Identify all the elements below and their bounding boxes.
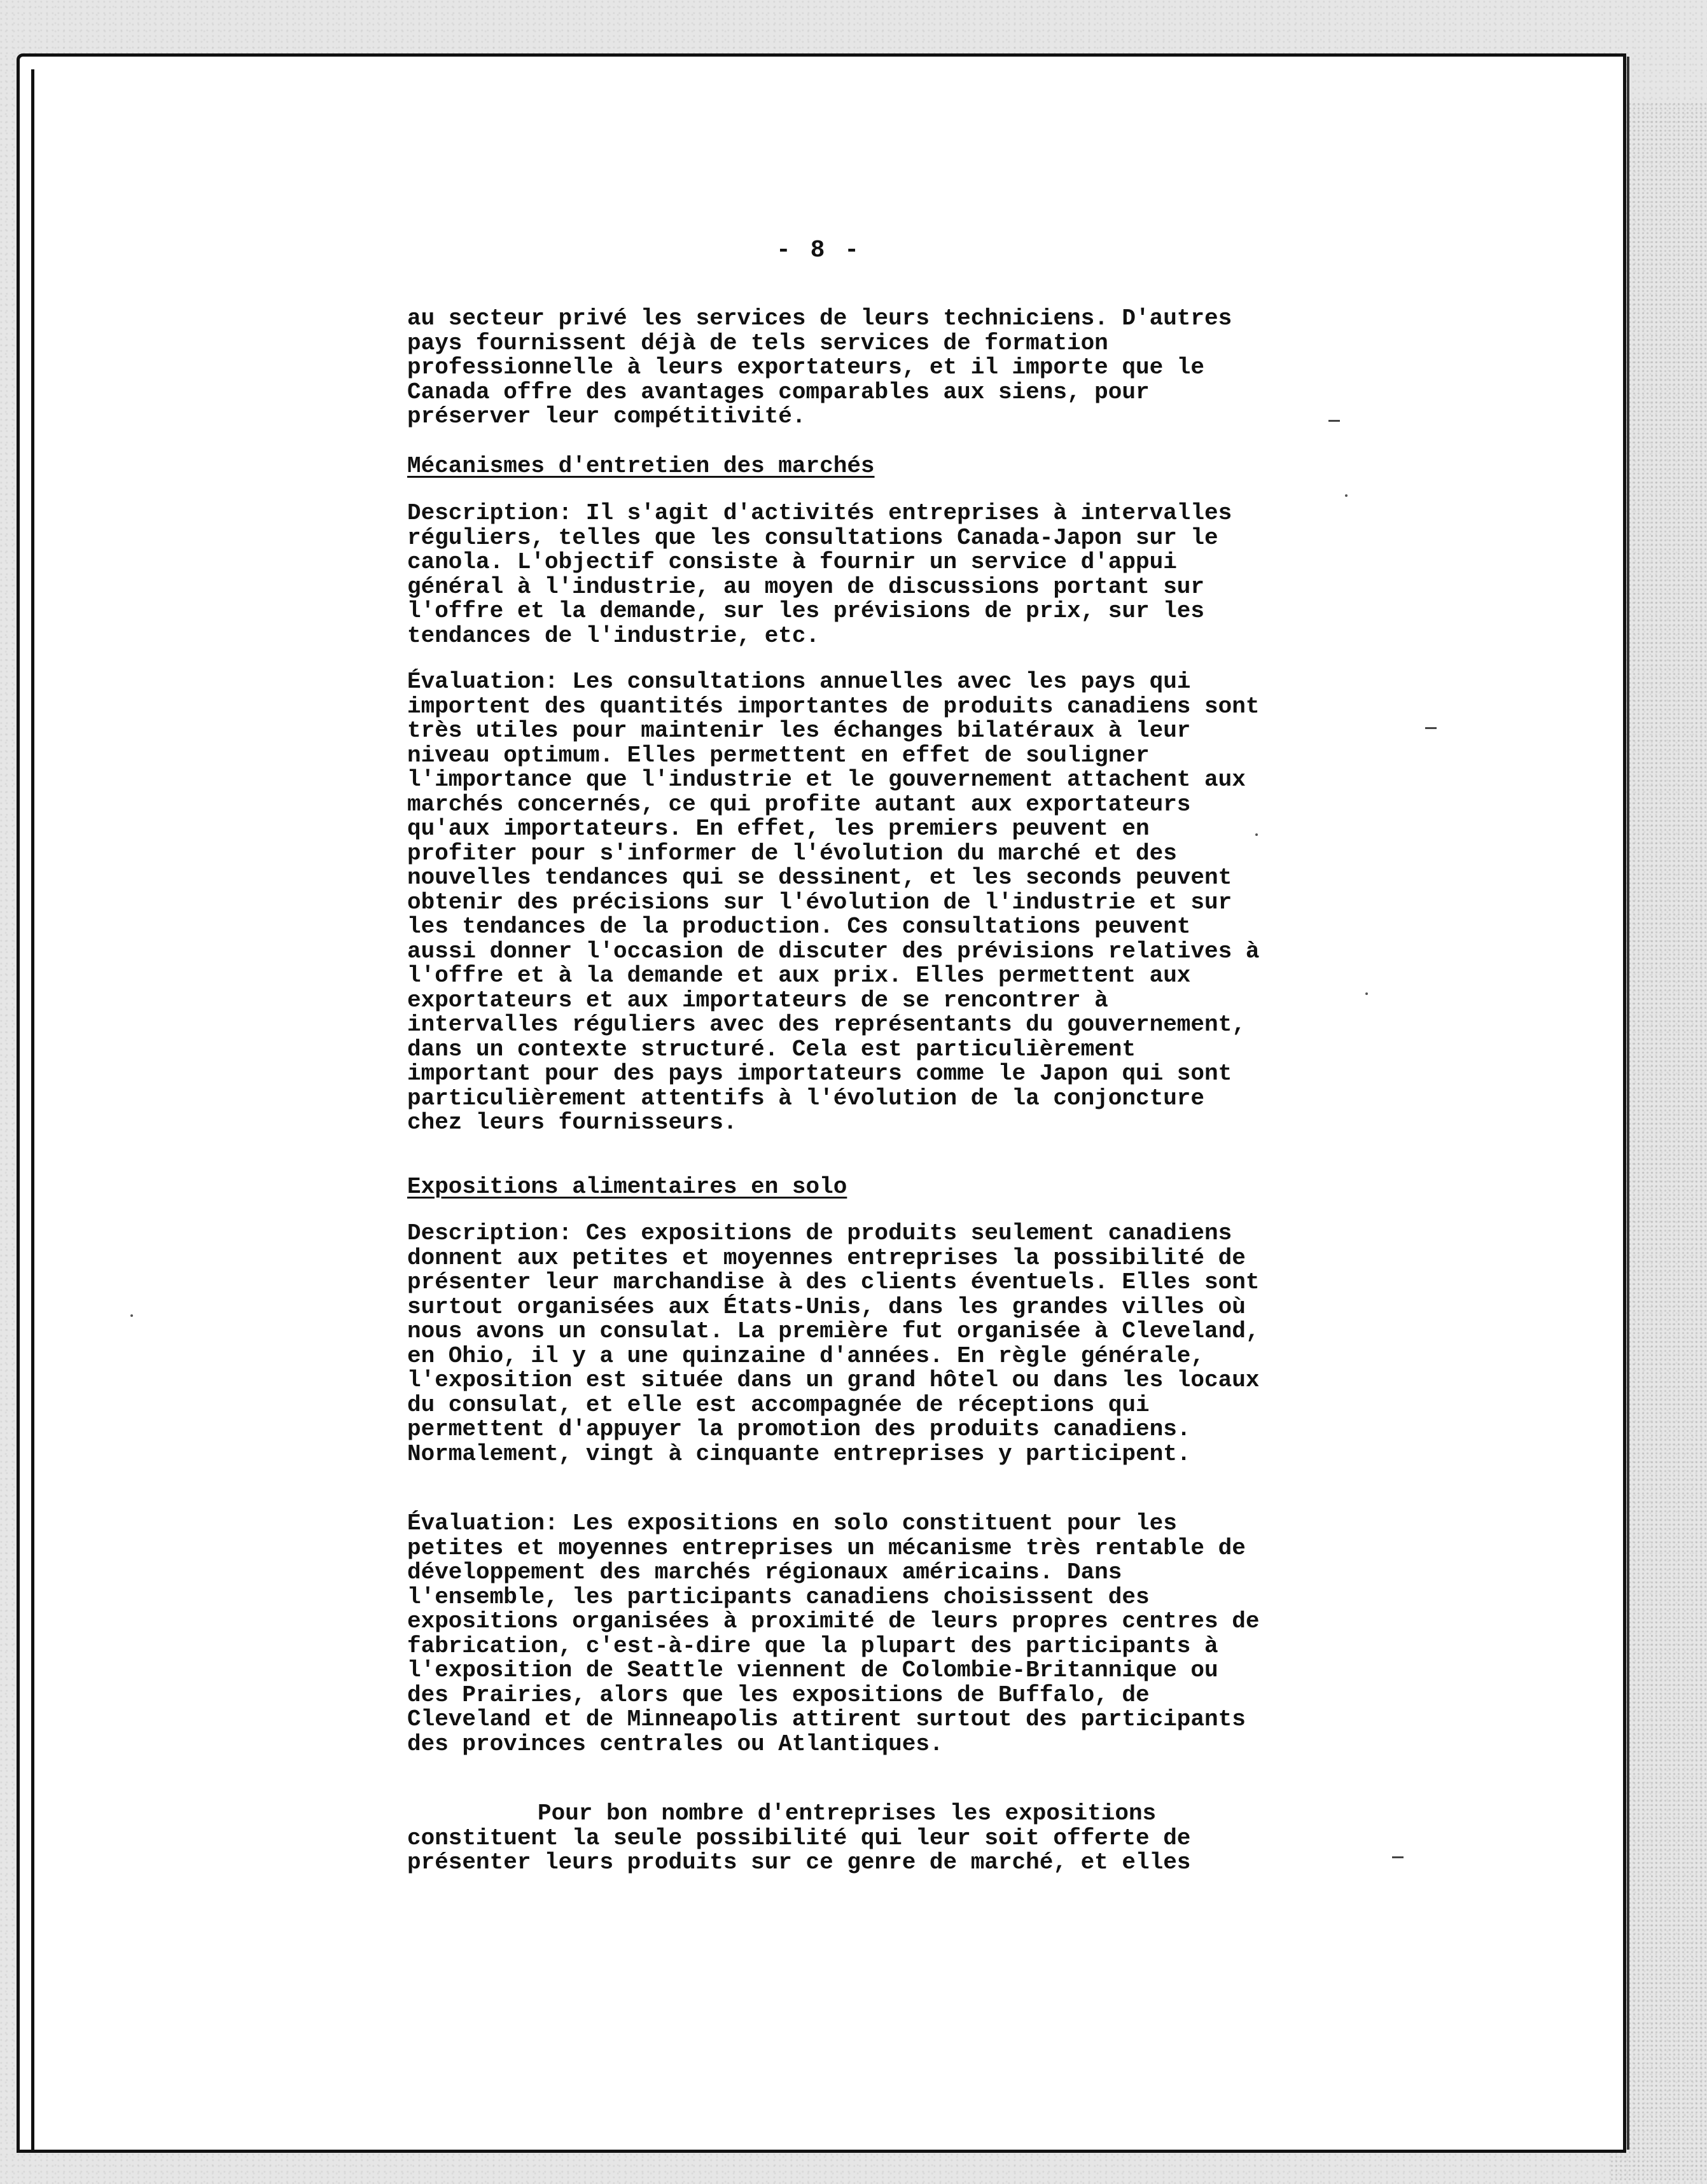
- section-heading-market-maintenance: Mécanismes d'entretien des marchés: [407, 453, 875, 479]
- scan-mark: [130, 1314, 133, 1317]
- page-number: - 8 -: [776, 237, 862, 264]
- paragraph-description-solo-shows: Description: Ces expositions de produits seulement canadiens donnent aux petites et moyennes entreprises la possibilité de présenter leur marchandise à des clients éventuels. Elles sont surtout organisées aux États-Unis, dans les grandes villes où nous avons un consulat. La première fut organisée à Cleveland, en Ohio, il y a une quinzaine d'années. En règle générale, l'exposition est située dans un grand hôtel ou dans les locaux du consulat, et elle est accompagnée de réceptions qui permettent d'appuyer la promotion des produits canadiens. Normalement, vingt à cinquante entreprises y participent.: [407, 1220, 1260, 1467]
- scan-mark: [1255, 833, 1258, 836]
- scan-mark: [1328, 420, 1340, 422]
- paragraph-evaluation-solo-shows: Évaluation: Les expositions en solo constituent pour les petites et moyennes entreprises un mécanisme très rentable de développement des marchés régionaux américains. Dans l'ensemble, les participants canadiens choisissent des expositions organisées à proximité de leurs propres centres de fabrication, c'est-à-dire que la plupart des participants à l'exposition de Seattle viennent de Colombie-Britannique ou des Prairies, alors que les expositions de Buffalo, de Cleveland et de Minneapolis attirent surtout des participants des provinces centrales ou Atlantiques.: [407, 1510, 1260, 1757]
- scan-mark: [1425, 727, 1437, 729]
- section-heading-solo-food-shows: Expositions alimentaires en solo: [407, 1174, 847, 1200]
- page-binding-line: [31, 69, 34, 2150]
- page-right-edge: [1627, 57, 1629, 2150]
- paragraph-description-market-maintenance: Description: Il s'agit d'activités entreprises à intervalles réguliers, telles que les consultations Canada-Japon sur le canola. L'objectif consiste à fournir un service d'appui général à l'industrie, au moyen de discussions portant sur l'offre et la demande, sur les prévisions de prix, sur les tendances de l'industrie, etc.: [407, 500, 1232, 649]
- paragraph-evaluation-market-maintenance: Évaluation: Les consultations annuelles avec les pays qui importent des quantités importantes de produits canadiens sont très utiles pour maintenir les échanges bilatéraux à leur niveau optimum. Elles permettent en effet de souligner l'importance que l'industrie et le gouvernement attachent aux marchés concernés, ce qui profite autant aux exportateurs qu'aux importateurs. En effet, les premiers peuvent en profiter pour s'informer de l'évolution du marché et des nouvelles tendances qui se dessinent, et les seconds peuvent obtenir des précisions sur l'évolution de l'industrie et sur les tendances de la production. Ces consultations peuvent aussi donner l'occasion de discuter des prévisions relatives à l'offre et à la demande et aux prix. Elles permettent aux exportateurs et aux importateurs de se rencontrer à intervalles réguliers avec des représentants du gouvernement, dans un contexte structuré. Cela est particulièrement important pour des pays importateurs comme le Japon qui sont particulièrement attentifs à l'évolution de la conjoncture chez leurs fournisseurs.: [407, 669, 1260, 1136]
- paragraph-solo-shows-continuation: Pour bon nombre d'entreprises les expositions constituent la seule possibilité qui leur soit offerte de présenter leurs produits sur ce genre de marché, et elles: [407, 1800, 1191, 1875]
- scan-mark: [1345, 494, 1348, 497]
- scan-mark: [1365, 992, 1368, 995]
- paragraph-intro-continuation: au secteur privé les services de leurs techniciens. D'autres pays fournissent déjà de tels services de formation professionnelle à leurs exportateurs, et il importe que le Canada offre des avantages comparables aux siens, pour préserver leur compétitivité.: [407, 305, 1232, 429]
- scan-mark: [1392, 1856, 1404, 1858]
